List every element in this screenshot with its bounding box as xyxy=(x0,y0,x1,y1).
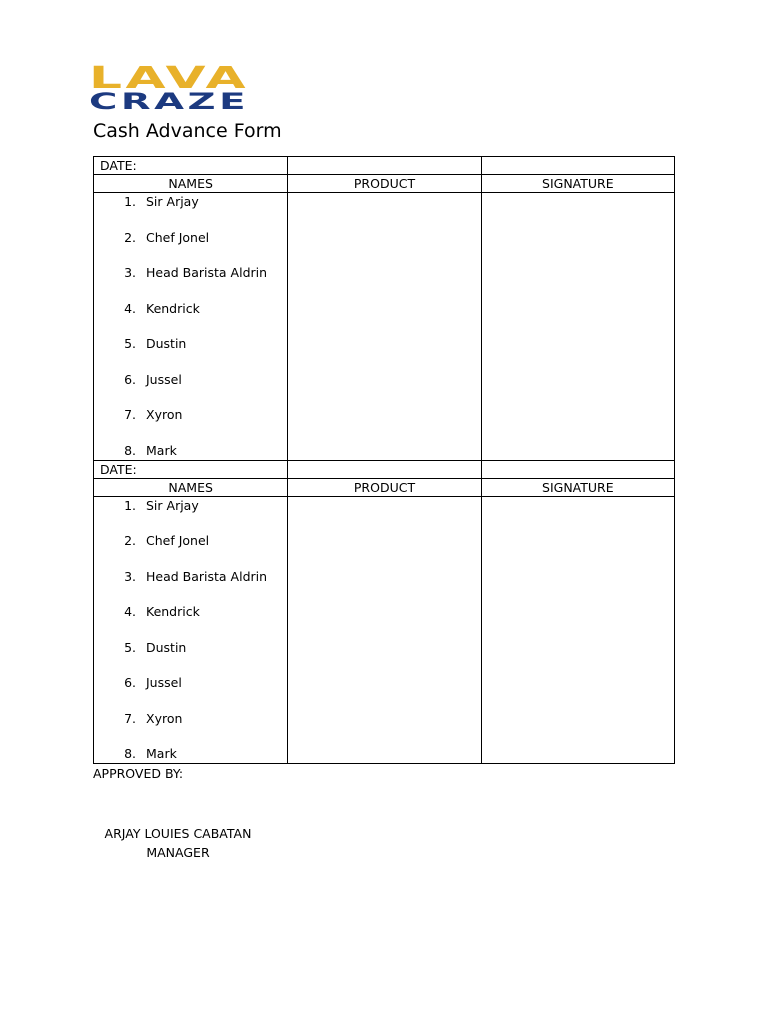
item-name: Dustin xyxy=(146,336,187,351)
item-name: Sir Arjay xyxy=(146,497,199,513)
form-title: Cash Advance Form xyxy=(93,120,282,142)
item-number: 6. xyxy=(124,675,136,690)
item-name: Mark xyxy=(146,442,177,458)
names-row xyxy=(94,496,675,764)
item-number: 7. xyxy=(124,710,136,726)
item-number: 3. xyxy=(124,265,136,280)
signer-title: MANAGER xyxy=(146,845,210,860)
list-item xyxy=(94,710,287,746)
column-header-signature: SIGNATURE xyxy=(481,478,674,496)
list-item xyxy=(94,745,287,763)
list-item xyxy=(94,603,287,639)
product-cell xyxy=(288,496,481,764)
item-name: Head Barista Aldrin xyxy=(146,265,268,280)
item-name: Kendrick xyxy=(146,604,200,619)
item-number: 4. xyxy=(124,604,136,619)
names-cell xyxy=(94,496,288,764)
column-header-names: NAMES xyxy=(94,478,288,496)
item-number: 6. xyxy=(124,371,136,387)
header-row xyxy=(94,175,675,193)
product-cell xyxy=(288,193,481,461)
list-item xyxy=(94,639,287,675)
item-name: Chef Jonel xyxy=(146,533,210,548)
item-number: 4. xyxy=(124,300,136,316)
list-item xyxy=(94,264,287,300)
item-number: 1. xyxy=(124,497,136,513)
item-number: 2. xyxy=(124,229,136,245)
item-name: Kendrick xyxy=(146,300,200,316)
list-item xyxy=(94,300,287,336)
signer-block xyxy=(93,824,263,862)
approved-by-label: APPROVED BY: xyxy=(93,766,184,781)
column-header-names: NAMES xyxy=(94,175,288,193)
date-value-cell xyxy=(481,157,674,175)
item-number: 3. xyxy=(124,568,136,584)
list-item xyxy=(94,442,287,460)
item-number: 5. xyxy=(124,336,136,351)
cash-advance-table xyxy=(93,156,675,764)
item-number: 8. xyxy=(124,442,136,458)
item-name: Chef Jonel xyxy=(146,229,210,245)
logo-text-lava: LAVA xyxy=(89,62,249,96)
list-item xyxy=(94,193,287,229)
list-item xyxy=(94,229,287,265)
item-number: 7. xyxy=(124,407,136,422)
date-label: DATE: xyxy=(94,157,288,175)
header-row xyxy=(94,478,675,496)
column-header-product: PRODUCT xyxy=(288,478,481,496)
item-name: Sir Arjay xyxy=(146,194,199,209)
list-item xyxy=(94,371,287,407)
item-number: 5. xyxy=(124,639,136,655)
date-row xyxy=(94,157,675,175)
item-name: Xyron xyxy=(146,710,183,726)
item-number: 1. xyxy=(124,194,136,209)
date-value-cell xyxy=(481,460,674,478)
list-item xyxy=(94,532,287,568)
date-label: DATE: xyxy=(94,460,288,478)
date-row xyxy=(94,460,675,478)
names-row xyxy=(94,193,675,461)
item-number: 8. xyxy=(124,746,136,761)
signer-name: ARJAY LOUIES CABATAN xyxy=(104,826,252,841)
date-value-cell xyxy=(288,157,481,175)
list-item xyxy=(94,335,287,371)
list-item xyxy=(94,406,287,442)
item-name: Dustin xyxy=(146,639,187,655)
item-name: Jussel xyxy=(146,675,182,690)
column-header-signature: SIGNATURE xyxy=(481,175,674,193)
signature-cell xyxy=(481,496,674,764)
item-name: Jussel xyxy=(146,371,182,387)
item-name: Mark xyxy=(146,746,177,761)
signature-cell xyxy=(481,193,674,461)
logo-text-craze: CRAZE xyxy=(89,90,249,112)
lava-craze-logo xyxy=(86,62,252,112)
item-name: Xyron xyxy=(146,407,183,422)
names-cell xyxy=(94,193,288,461)
list-item xyxy=(94,674,287,710)
names-list xyxy=(94,497,287,764)
names-list xyxy=(94,193,287,460)
date-value-cell xyxy=(288,460,481,478)
item-number: 2. xyxy=(124,533,136,548)
list-item xyxy=(94,497,287,533)
list-item xyxy=(94,568,287,604)
item-name: Head Barista Aldrin xyxy=(146,568,268,584)
column-header-product: PRODUCT xyxy=(288,175,481,193)
